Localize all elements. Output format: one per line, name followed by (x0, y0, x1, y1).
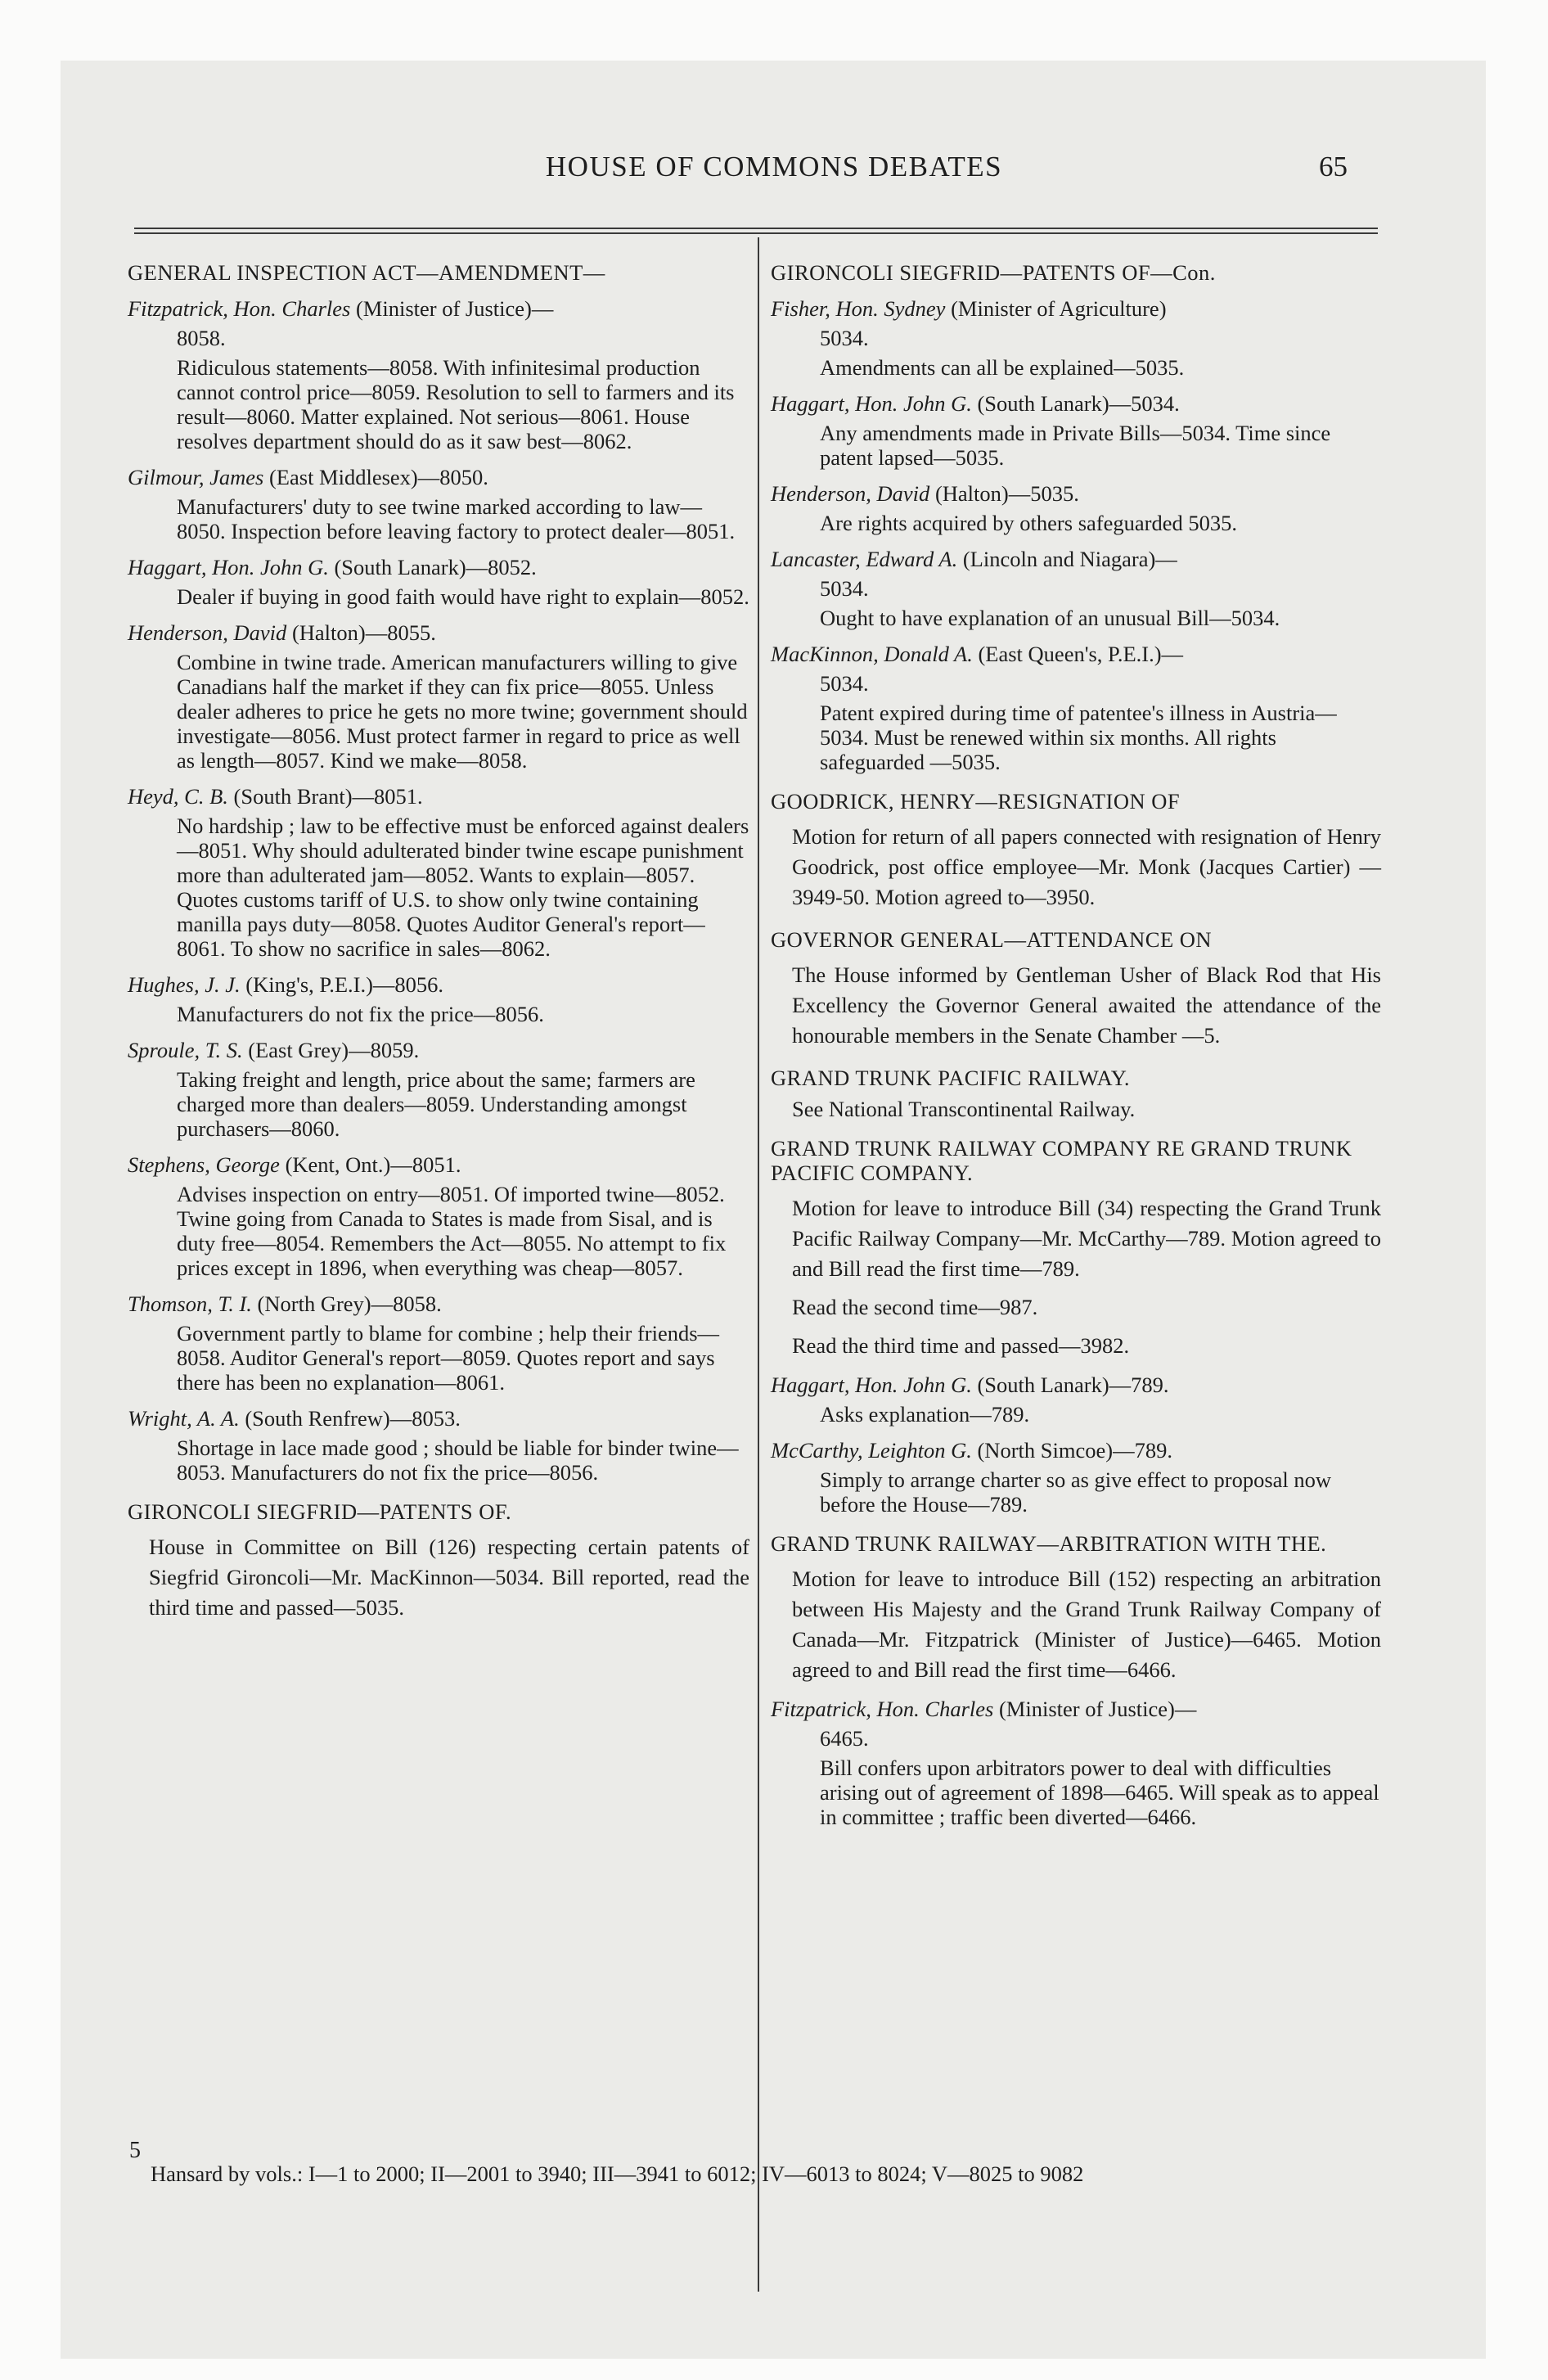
index-entry: Are rights acquired by others safeguarded 5035. (820, 511, 1237, 535)
speaker-name: Sproule, T. S. (128, 1038, 243, 1062)
speaker-name: Fitzpatrick, Hon. Charles (128, 296, 351, 321)
header-rule-bottom (134, 232, 1378, 234)
section-heading: GOODRICK, HENRY—RESIGNATION OF (771, 789, 1181, 814)
speaker-line (771, 391, 1381, 416)
speaker-riding: (South Lanark)—5034. (971, 391, 1180, 416)
speaker-riding: (South Lanark)—789. (971, 1373, 1169, 1397)
speaker-riding: (North Simcoe)—789. (971, 1438, 1172, 1463)
speaker-line (128, 1152, 749, 1177)
speaker-name: Hughes, J. J. (128, 972, 241, 997)
index-entry: Ridiculous statements—8058. With infinitesimal production cannot control price—8059. Resolution to sell to farmers and its result—8060. Matter explained. Not serious—8061. House resolves department should do as it saw best—8062. (177, 355, 735, 453)
section-heading: GRAND TRUNK RAILWAY—ARBITRATION WITH THE. (771, 1531, 1327, 1556)
paragraph: Read the second time—987. (792, 1295, 1038, 1319)
speaker-line (771, 642, 1381, 666)
speaker-riding: (South Lanark)—8052. (328, 555, 537, 579)
speaker-line (128, 1291, 749, 1316)
section-heading: GRAND TRUNK PACIFIC RAILWAY. (771, 1066, 1131, 1090)
left-column (128, 260, 749, 1623)
speaker-name: McCarthy, Leighton G. (771, 1438, 972, 1463)
section-heading: GENERAL INSPECTION ACT—AMENDMENT— (128, 260, 605, 285)
speaker-line (128, 1038, 749, 1062)
index-entry: Manufacturers do not fix the price—8056. (177, 1002, 544, 1026)
speaker-line (128, 555, 749, 579)
speaker-riding: (Minister of Agriculture) (945, 296, 1167, 321)
footer-signature: 5 (129, 2138, 141, 2163)
column-divider (758, 237, 759, 2292)
speaker-name: Gilmour, James (128, 465, 264, 489)
speaker-name: Fitzpatrick, Hon. Charles (771, 1697, 994, 1721)
index-entry: Manufacturers' duty to see twine marked according to law—8050. Inspection before leaving factory to protect dealer—8051. (177, 494, 736, 543)
speaker-riding: (North Grey)—8058. (251, 1291, 442, 1316)
index-entry: Ought to have explanation of an unusual Bill—5034. (820, 606, 1280, 630)
section-heading: GRAND TRUNK RAILWAY COMPANY RE GRAND TRUNK PACIFIC COMPANY. (771, 1136, 1352, 1185)
speaker-line (128, 972, 749, 997)
speaker-riding: (Minister of Justice)— (993, 1697, 1197, 1721)
index-entry: Amendments can all be explained—5035. (820, 355, 1185, 380)
index-entry: Shortage in lace made good ; should be liable for binder twine—8053. Manufacturers do not fix the price—8056. (177, 1436, 739, 1485)
speaker-line (771, 1697, 1381, 1721)
paragraph: House in Committee on Bill (126) respecting certain patents of Siegfrid Gironcoli—Mr. MacKinnon—5034. Bill reported, read the third time and passed—5035. (149, 1535, 749, 1620)
paragraph: Read the third time and passed—3982. (792, 1333, 1130, 1358)
speaker-name: Henderson, David (771, 481, 930, 506)
speaker-riding: (Lincoln and Niagara)— (957, 547, 1177, 571)
speaker-name: Haggart, Hon. John G. (128, 555, 329, 579)
speaker-riding: (East Middlesex)—8050. (263, 465, 488, 489)
speaker-line (771, 1438, 1381, 1463)
speaker-line (128, 465, 749, 489)
speaker-name: Haggart, Hon. John G. (771, 1373, 972, 1397)
speaker-riding: (East Grey)—8059. (242, 1038, 420, 1062)
paragraph: Motion for leave to introduce Bill (152) respecting an arbitration between His Majesty and the Grand Trunk Railway Company of Canada—Mr. Fitzpatrick (Minister of Justice)—6465. Motion agreed to and Bill read the first time—6466. (792, 1566, 1381, 1682)
index-entry: 5034. (820, 671, 869, 696)
speaker-name: Stephens, George (128, 1152, 280, 1177)
page-title: HOUSE OF COMMONS DEBATES (545, 151, 1003, 183)
speaker-line (771, 481, 1381, 506)
speaker-riding: (Halton)—8055. (286, 620, 436, 645)
speaker-line (128, 1406, 749, 1431)
paragraph: Motion for return of all papers connected with resignation of Henry Goodrick, post office employee—Mr. Monk (Jacques Cartier) —3949-50. Motion agreed to—3950. (792, 824, 1381, 909)
index-entry: Combine in twine trade. American manufacturers willing to give Canadians half the market if they can fix price—8055. Unless dealer adheres to price he gets no more twine; government should investigate—8056. Must protect farmer in regard to price as well as length—8057. Kind we make—8058. (177, 650, 748, 773)
section-heading: GIRONCOLI SIEGFRID—PATENTS OF—Con. (771, 260, 1216, 285)
index-entry: 5034. (820, 576, 869, 601)
footer-volume-note: Hansard by vols.: I—1 to 2000; II—2001 to 3940; III—3941 to 6012; IV—6013 to 8024; V—8025 to 9082 (151, 2161, 1084, 2186)
speaker-line (128, 784, 749, 809)
speaker-name: Fisher, Hon. Sydney (771, 296, 946, 321)
cross-reference: See National Transcontinental Railway. (792, 1097, 1136, 1121)
speaker-name: Lancaster, Edward A. (771, 547, 958, 571)
speaker-name: Haggart, Hon. John G. (771, 391, 972, 416)
speaker-line (771, 296, 1381, 321)
index-entry: Government partly to blame for combine ; help their friends—8058. Auditor General's report—8059. Quotes report and says there has been no explanation—8061. (177, 1321, 720, 1395)
index-entry: 8058. (177, 326, 226, 350)
index-entry: Dealer if buying in good faith would have right to explain—8052. (177, 584, 749, 609)
index-entry: Asks explanation—789. (820, 1402, 1030, 1427)
speaker-riding: (Minister of Justice)— (350, 296, 554, 321)
paragraph: Motion for leave to introduce Bill (34) respecting the Grand Trunk Pacific Railway Company—Mr. McCarthy—789. Motion agreed to and Bill read the first time—789. (792, 1196, 1381, 1281)
index-entry: 5034. (820, 326, 869, 350)
speaker-name: Thomson, T. I. (128, 1291, 252, 1316)
speaker-riding: (King's, P.E.I.)—8056. (240, 972, 444, 997)
index-entry: Simply to arrange charter so as give effect to proposal now before the House—789. (820, 1467, 1332, 1517)
speaker-line (128, 296, 749, 321)
section-heading: GIRONCOLI SIEGFRID—PATENTS OF. (128, 1499, 512, 1524)
speaker-line (771, 1373, 1381, 1397)
speaker-line (771, 547, 1381, 571)
index-entry: Patent expired during time of patentee's illness in Austria—5034. Must be renewed within six months. All rights safeguarded —5035. (820, 701, 1337, 774)
right-column (771, 260, 1381, 1829)
index-entry: 6465. (820, 1726, 869, 1751)
speaker-name: Henderson, David (128, 620, 287, 645)
index-entry: Bill confers upon arbitrators power to deal with difficulties arising out of agreement of 1898—6465. Will speak as to appeal in committee ; traffic been diverted—6466. (820, 1756, 1379, 1829)
speaker-name: MacKinnon, Donald A. (771, 642, 973, 666)
speaker-riding: (South Brant)—8051. (227, 784, 423, 809)
page-number: 65 (1319, 151, 1348, 183)
section-heading: GOVERNOR GENERAL—ATTENDANCE ON (771, 927, 1213, 952)
header-rule-top (134, 228, 1378, 229)
speaker-riding: (Halton)—5035. (929, 481, 1079, 506)
speaker-name: Wright, A. A. (128, 1406, 240, 1431)
index-entry: Taking freight and length, price about the same; farmers are charged more than dealers—8059. Understanding amongst purchasers—8060. (177, 1067, 695, 1141)
paragraph: The House informed by Gentleman Usher of Black Rod that His Excellency the Governor General awaited the attendance of the honourable members in the Senate Chamber —5. (792, 962, 1381, 1048)
speaker-riding: (Kent, Ont.)—8051. (279, 1152, 461, 1177)
speaker-line (128, 620, 749, 645)
index-entry: Any amendments made in Private Bills—5034. Time since patent lapsed—5035. (820, 421, 1331, 470)
index-entry: No hardship ; law to be effective must be enforced against dealers—8051. Why should adulterated binder twine escape punishment more than adulterated jam—8052. Wants to explain—8057. Quotes customs tariff of U.S. to show only twine containing manilla pays duty—8058. Quotes Auditor General's report—8061. To show no sacrifice in sales—8062. (177, 814, 749, 961)
speaker-riding: (East Queen's, P.E.I.)— (972, 642, 1184, 666)
speaker-riding: (South Renfrew)—8053. (239, 1406, 461, 1431)
speaker-name: Heyd, C. B. (128, 784, 228, 809)
index-entry: Advises inspection on entry—8051. Of imported twine—8052. Twine going from Canada to States is made from Sisal, and is duty free—8054. Remembers the Act—8055. No attempt to fix prices except in 1896, when everything was cheap—8057. (177, 1182, 727, 1280)
